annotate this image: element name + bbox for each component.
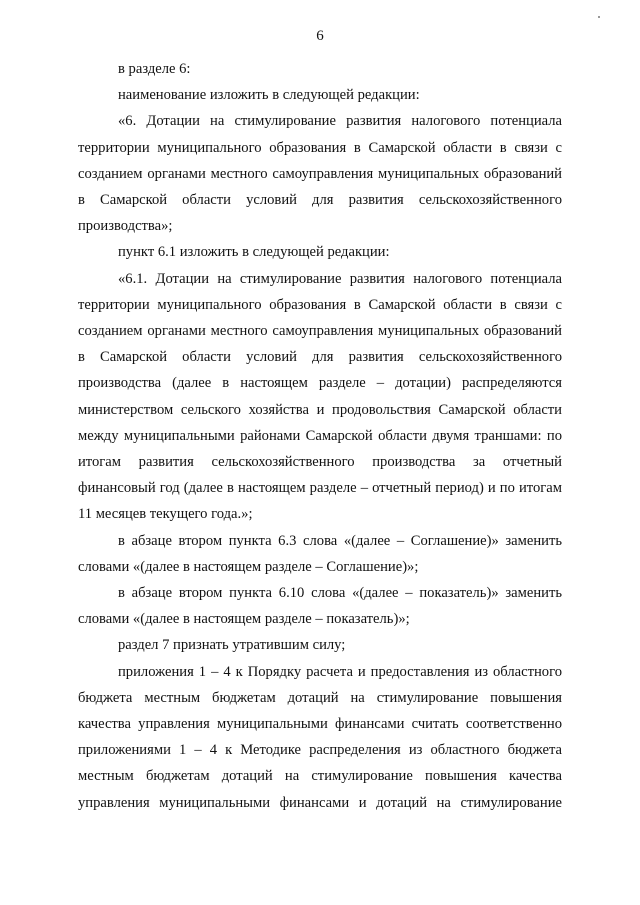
document-body (78, 56, 562, 816)
page-number: 6 (316, 28, 324, 44)
paragraph: пункт 6.1 изложить в следующей редакции: (118, 244, 390, 261)
paragraph: «6. Дотации на стимулирование развития налогового потенциала территории муниципального образования в Самарской области в связи с созданием органами местного самоуправления муниципальных образований в Самарской области условий для развития сельскохозяйственного производства»; (78, 113, 562, 235)
paragraph: «6.1. Дотации на стимулирование развития налогового потенциала территории муниципального образования в Самарской области в связи с созданием органами местного самоуправления муниципальных образований в Самарской области условий для развития сельскохозяйственного производства (далее в настоящем разделе – дотации) распределяются министерством сельского хозяйства и продовольствия Самарской области между муниципальными районами Самарской области двумя траншами: по итогам развития сельскохозяйственного производства за отчетный финансовый год (далее в настоящем разделе – отчетный период) и по итогам 11 месяцев текущего года.»; (78, 270, 562, 523)
paragraph: приложения 1 – 4 к Порядку расчета и предоставления из областного бюджета местным бюджетам дотаций на стимулирование повышения качества управления муниципальными финансами считать соответственно приложениями 1 – 4 к Методике распределения из областного бюджета местным бюджетам дотаций на стимулирование повышения качества управления муниципальными финансами и дотаций на стимулирование (78, 663, 562, 811)
paragraph: раздел 7 признать утратившим силу; (118, 637, 346, 654)
paragraph: в абзаце втором пункта 6.10 слова «(далее – показатель)» заменить словами «(далее в настоящем разделе – показатель)»; (78, 585, 562, 628)
scan-speck (598, 16, 600, 18)
paragraph: наименование изложить в следующей редакции: (118, 87, 420, 104)
paragraph: в разделе 6: (118, 61, 191, 77)
paragraph: в абзаце втором пункта 6.3 слова «(далее – Соглашение)» заменить словами «(далее в настоящем разделе – Соглашение)»; (78, 532, 562, 575)
